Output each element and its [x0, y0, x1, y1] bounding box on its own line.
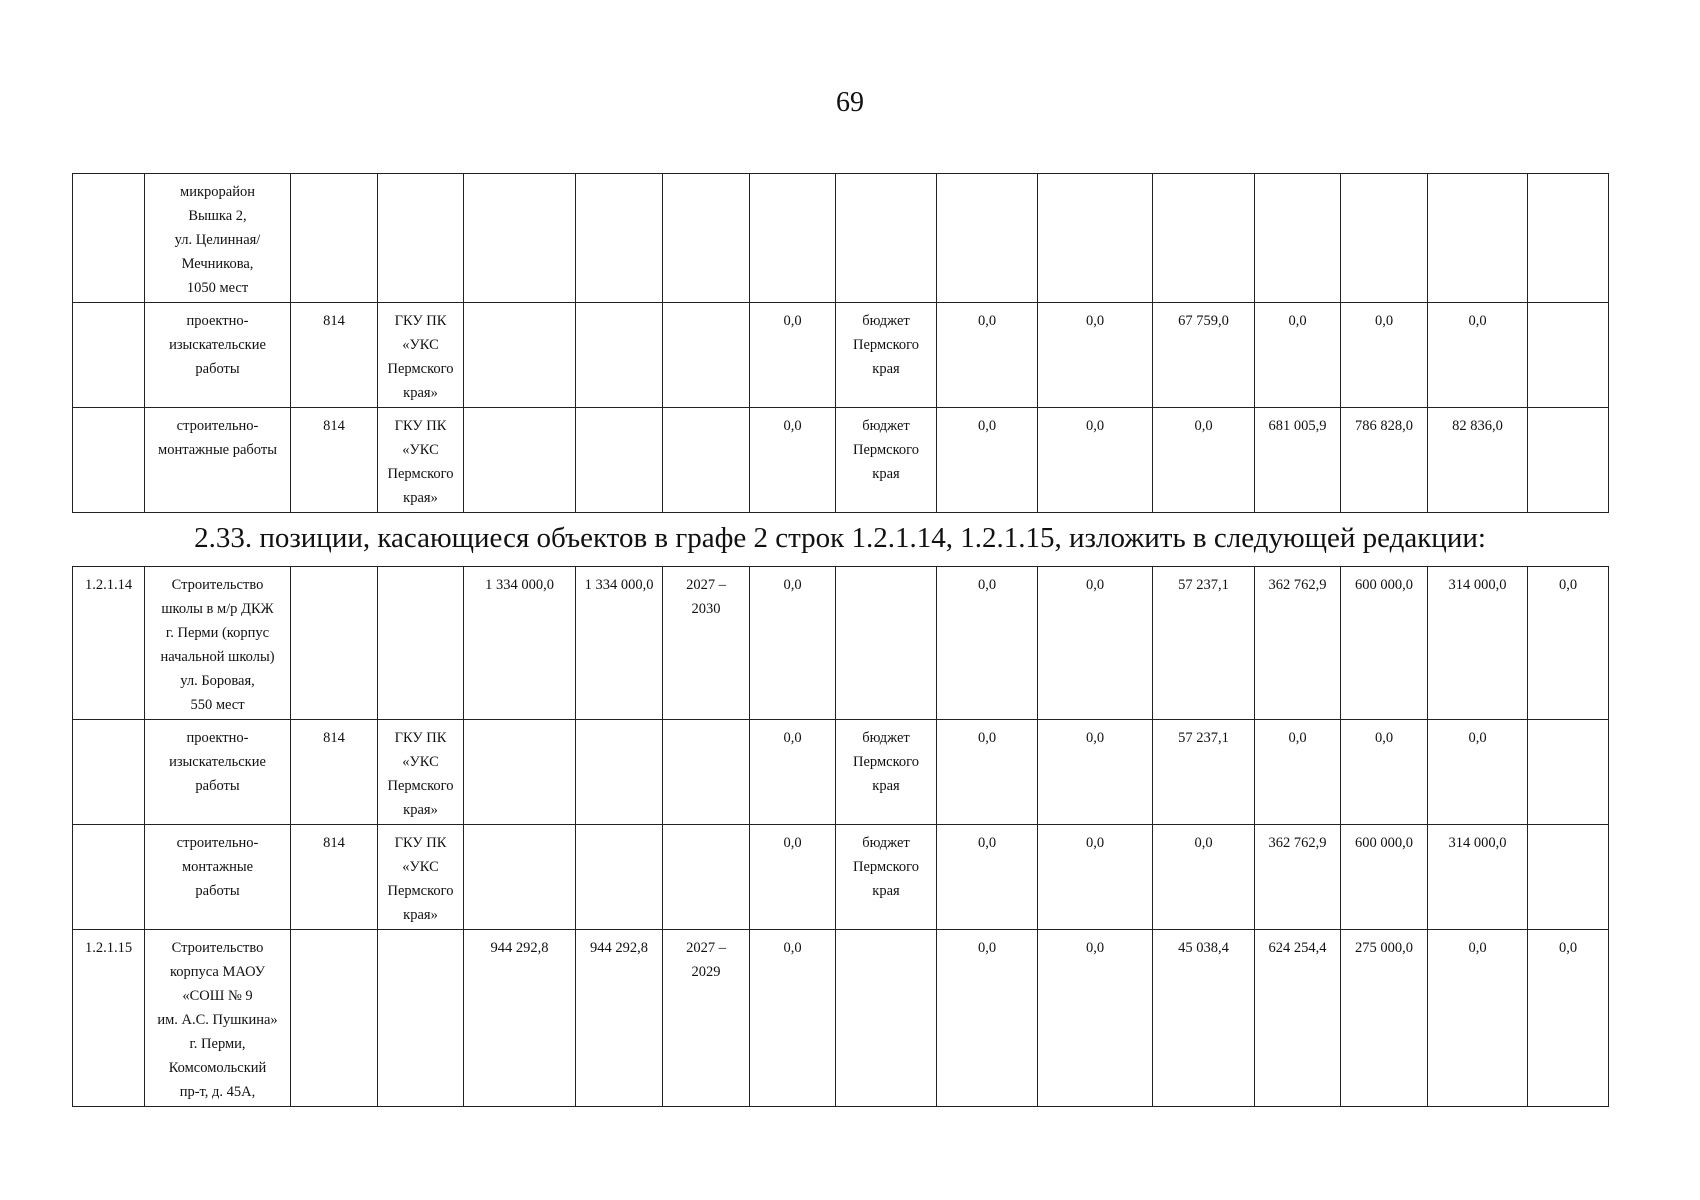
- table-cell: бюджет Пермского края: [836, 825, 937, 930]
- table-cell: 2027 – 2030: [663, 567, 750, 720]
- table-cell: [378, 930, 464, 1107]
- table-cell: [836, 174, 937, 303]
- table-cell: ГКУ ПК «УКС Пермского края»: [378, 825, 464, 930]
- table-cell: 0,0: [1341, 720, 1428, 825]
- table-cell: 1 334 000,0: [576, 567, 663, 720]
- budget-table-new-edition: [72, 566, 1609, 1107]
- table-cell: [663, 408, 750, 513]
- table-cell: строительно- монтажные работы: [145, 825, 291, 930]
- table-cell: 814: [291, 303, 378, 408]
- table-cell: [663, 720, 750, 825]
- table-cell: [576, 825, 663, 930]
- table-cell: [73, 174, 145, 303]
- table-cell: строительно- монтажные работы: [145, 408, 291, 513]
- table-cell: [464, 408, 576, 513]
- table-cell: 362 762,9: [1255, 825, 1341, 930]
- table-cell: [663, 303, 750, 408]
- table-cell: Строительство школы в м/р ДКЖ г. Перми (корпус начальной школы) ул. Боровая, 550 мест: [145, 567, 291, 720]
- table-cell: [576, 174, 663, 303]
- table-cell: 0,0: [1528, 930, 1609, 1107]
- table-cell: 786 828,0: [1341, 408, 1428, 513]
- table-cell: [464, 825, 576, 930]
- table-cell: 0,0: [750, 825, 836, 930]
- table-cell: 0,0: [937, 825, 1038, 930]
- table-cell: 82 836,0: [1428, 408, 1528, 513]
- table-cell: 0,0: [1038, 825, 1153, 930]
- table-cell: ГКУ ПК «УКС Пермского края»: [378, 408, 464, 513]
- table-cell: 0,0: [1528, 567, 1609, 720]
- table-cell: [1428, 174, 1528, 303]
- table-cell: 0,0: [1038, 408, 1153, 513]
- table-cell: 600 000,0: [1341, 567, 1428, 720]
- table-cell: [73, 720, 145, 825]
- table-cell: [378, 174, 464, 303]
- table-cell: 45 038,4: [1153, 930, 1255, 1107]
- table-cell: 0,0: [1038, 930, 1153, 1107]
- table-cell: [464, 174, 576, 303]
- table-cell: 0,0: [750, 303, 836, 408]
- table-cell: [937, 174, 1038, 303]
- budget-table-continued: [72, 173, 1609, 513]
- table-cell: [663, 174, 750, 303]
- table-cell: 57 237,1: [1153, 720, 1255, 825]
- table-cell: бюджет Пермского края: [836, 720, 937, 825]
- table-cell: 0,0: [750, 930, 836, 1107]
- table-cell: [576, 408, 663, 513]
- table-cell: [1528, 720, 1609, 825]
- table-cell: 814: [291, 408, 378, 513]
- table-row: [73, 174, 1609, 303]
- table-cell: 0,0: [937, 408, 1038, 513]
- table-cell: бюджет Пермского края: [836, 408, 937, 513]
- table-cell: 314 000,0: [1428, 567, 1528, 720]
- table-row: [73, 930, 1609, 1107]
- table-cell: 0,0: [937, 930, 1038, 1107]
- table-cell: 0,0: [1038, 303, 1153, 408]
- table-cell: ГКУ ПК «УКС Пермского края»: [378, 720, 464, 825]
- table-cell: 57 237,1: [1153, 567, 1255, 720]
- table-cell: [291, 567, 378, 720]
- table-cell: 0,0: [1255, 303, 1341, 408]
- table-row: [73, 408, 1609, 513]
- section-heading: 2.33. позиции, касающиеся объектов в графе 2 строк 1.2.1.14, 1.2.1.15, изложить в следующей редакции:: [194, 522, 1486, 554]
- table-row: [73, 825, 1609, 930]
- table-cell: 944 292,8: [576, 930, 663, 1107]
- table-cell: 944 292,8: [464, 930, 576, 1107]
- table-cell: 2027 – 2029: [663, 930, 750, 1107]
- table-cell: 0,0: [937, 567, 1038, 720]
- table-cell: проектно- изыскательские работы: [145, 720, 291, 825]
- table-cell: [464, 720, 576, 825]
- table-cell: 67 759,0: [1153, 303, 1255, 408]
- table-cell: 0,0: [937, 303, 1038, 408]
- table-cell: 0,0: [1255, 720, 1341, 825]
- table-cell: [378, 567, 464, 720]
- table-cell: 1 334 000,0: [464, 567, 576, 720]
- table-cell: [291, 174, 378, 303]
- table-cell: [1341, 174, 1428, 303]
- table-cell: [836, 567, 937, 720]
- table-cell: [1153, 174, 1255, 303]
- table-row: [73, 303, 1609, 408]
- table-cell: 0,0: [750, 567, 836, 720]
- table-cell: 0,0: [1153, 408, 1255, 513]
- table-cell: проектно- изыскательские работы: [145, 303, 291, 408]
- table-cell: 814: [291, 720, 378, 825]
- table-cell: [1528, 408, 1609, 513]
- table-cell: Строительство корпуса МАОУ «СОШ № 9 им. А.С. Пушкина» г. Перми, Комсомольский пр-т, д. 45А,: [145, 930, 291, 1107]
- page-number: 69: [836, 87, 864, 118]
- table-cell: [1255, 174, 1341, 303]
- table-cell: [836, 930, 937, 1107]
- table-cell: 0,0: [1038, 720, 1153, 825]
- table-row: [73, 720, 1609, 825]
- table-cell: [1528, 174, 1609, 303]
- table-cell: [464, 303, 576, 408]
- table-cell: [1528, 825, 1609, 930]
- table-body: [73, 174, 1609, 513]
- table-cell: 0,0: [1341, 303, 1428, 408]
- table-cell: [576, 303, 663, 408]
- table-cell: [73, 825, 145, 930]
- table-cell: 1.2.1.15: [73, 930, 145, 1107]
- table-cell: 600 000,0: [1341, 825, 1428, 930]
- table-cell: 624 254,4: [1255, 930, 1341, 1107]
- table-cell: 362 762,9: [1255, 567, 1341, 720]
- table-cell: [1038, 174, 1153, 303]
- table-cell: [291, 930, 378, 1107]
- table-cell: 814: [291, 825, 378, 930]
- table-cell: 0,0: [1428, 303, 1528, 408]
- table-cell: [73, 303, 145, 408]
- table-cell: 0,0: [937, 720, 1038, 825]
- table-cell: ГКУ ПК «УКС Пермского края»: [378, 303, 464, 408]
- table-cell: 1.2.1.14: [73, 567, 145, 720]
- table-cell: микрорайон Вышка 2, ул. Целинная/ Мечникова, 1050 мест: [145, 174, 291, 303]
- table-cell: 0,0: [1038, 567, 1153, 720]
- table-cell: 681 005,9: [1255, 408, 1341, 513]
- table-cell: 0,0: [1428, 930, 1528, 1107]
- table-cell: [663, 825, 750, 930]
- table-cell: 0,0: [1428, 720, 1528, 825]
- table-cell: 0,0: [1153, 825, 1255, 930]
- table-cell: 314 000,0: [1428, 825, 1528, 930]
- table-cell: [750, 174, 836, 303]
- table-cell: 0,0: [750, 720, 836, 825]
- table-cell: [1528, 303, 1609, 408]
- table-cell: [576, 720, 663, 825]
- table-body: [73, 567, 1609, 1107]
- table-cell: 0,0: [750, 408, 836, 513]
- table-cell: 275 000,0: [1341, 930, 1428, 1107]
- table-cell: [73, 408, 145, 513]
- table-row: [73, 567, 1609, 720]
- table-cell: бюджет Пермского края: [836, 303, 937, 408]
